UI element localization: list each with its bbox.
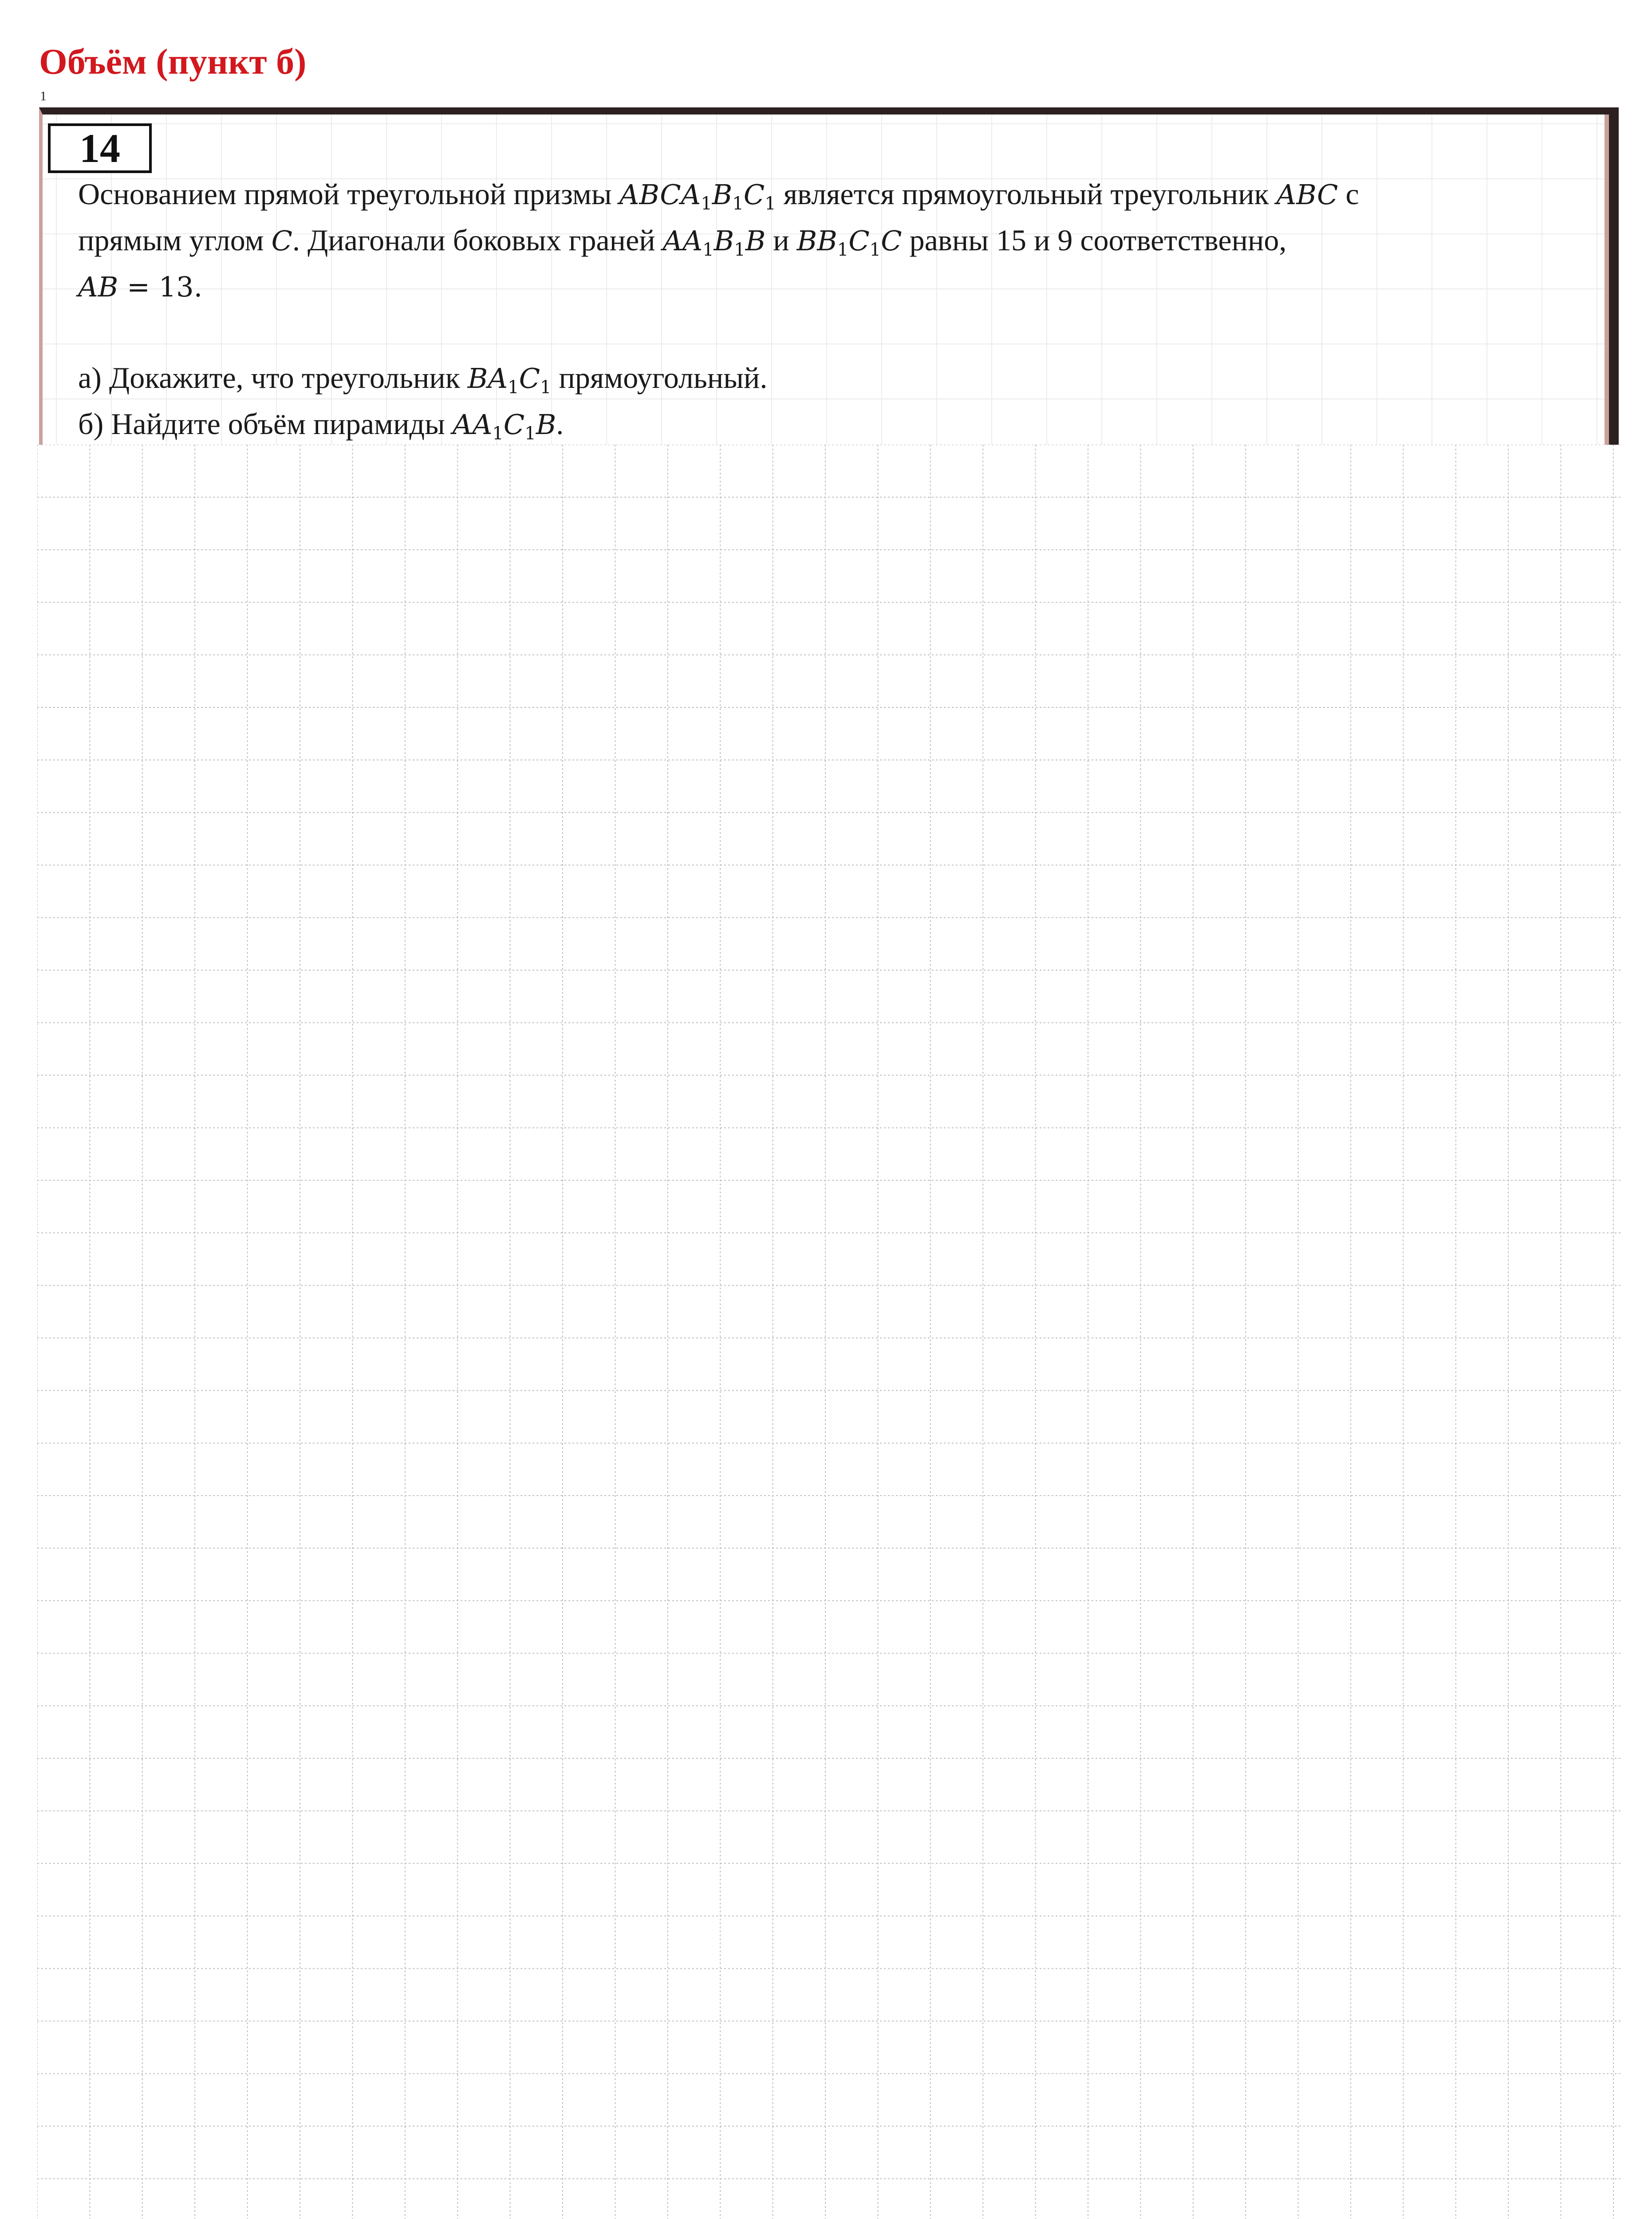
part-b: б) Найдите объём пирамиды $AA_1C_1B$. — [78, 407, 564, 444]
pyramid-aa1c1b: $AA_1C_1B$ — [452, 408, 556, 444]
triangle-name: ABC — [1276, 178, 1338, 211]
task-line-2: прямым углом C. Диагонали боковых граней $AA_1B_1B$ и $BB_1C_1C$ равны 15 и 9 соответственно, — [78, 223, 1287, 260]
face-1: $AA_1B_1B$ — [662, 225, 766, 260]
task-line-1: Основанием прямой треугольной призмы $ABCA_1B_1C_1$ является прямоугольный треугольник ABC с — [78, 177, 1359, 214]
page-number: 1 — [40, 89, 47, 103]
part-a: а) Докажите, что треугольник $BA_1C_1$ прямоугольный. — [78, 361, 768, 398]
task-line-3: AB = 13. — [78, 271, 203, 303]
squared-grid-area — [37, 445, 1620, 2219]
task-card — [39, 107, 1619, 445]
prism-name: $ABCA_1B_1C_1$ — [619, 178, 776, 214]
task-number-box: 14 — [48, 123, 152, 173]
page-heading: Объём (пункт б) — [39, 41, 307, 82]
task-statement — [78, 171, 1596, 445]
face-2: $BB_1C_1C$ — [796, 225, 902, 260]
triangle-ba1c1: $BA_1C_1$ — [467, 362, 552, 398]
